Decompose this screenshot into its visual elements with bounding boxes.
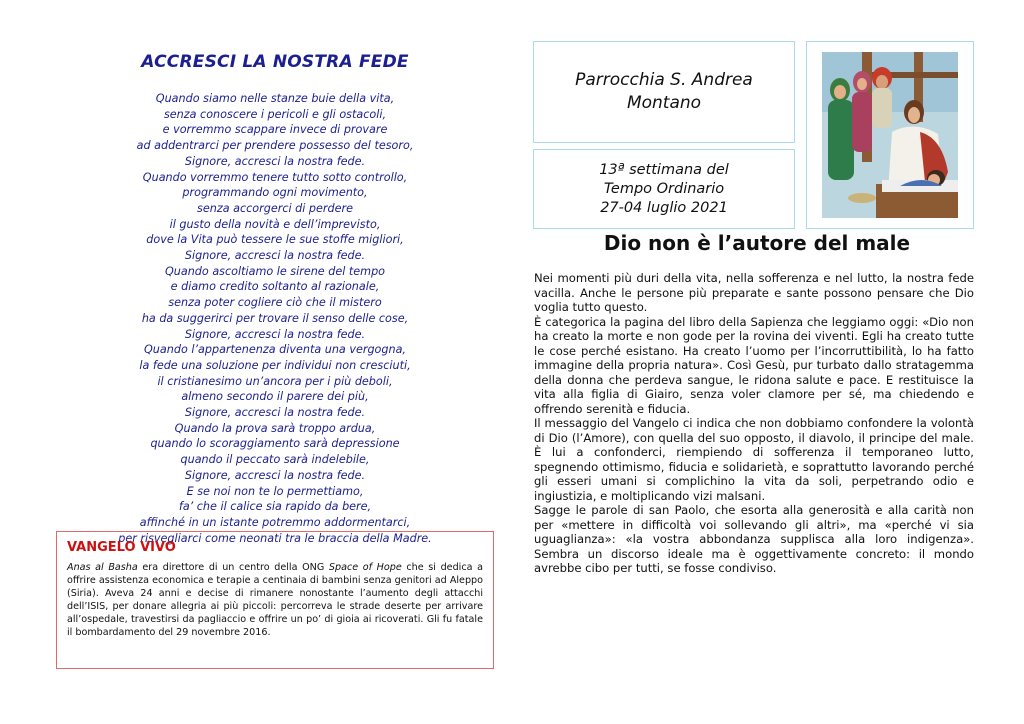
- article-paragraph: È categorica la pagina del libro della Sapienza che leggiamo oggi: «Dio non ha creato la morte e non gode per la rovina dei viventi. Egli ha creato tutte le cose perché esistano. Ha creato l’uomo per l’incorruttibilità, lo ha fatto immagine della propria natura». Così Gesù, pur turbato dallo stratagemma della donna che perdeva sangue, le ridona salute e pace. E restituisce la vita alla figlia di Giairo, senza voler clamore per sé, ma chiedendo e offrendo serenità e fiducia.: [534, 314, 974, 416]
- vangelo-vivo-text: [67, 561, 483, 639]
- week-info-line: 27-04 luglio 2021: [600, 199, 728, 216]
- article-body: [534, 271, 974, 576]
- article-title: Dio non è l’autore del male: [603, 231, 911, 255]
- week-info: [599, 161, 729, 218]
- poem-title: ACCRESCI LA NOSTRA FEDE: [141, 52, 409, 72]
- poem-line: per risvegliarci come neonati tra le braccia della Madre.: [118, 531, 432, 545]
- poem-line: Quando l’appartenenza diventa una vergogna,: [144, 343, 406, 357]
- poem-line: quando il peccato sarà indelebile,: [180, 453, 370, 467]
- poem-line: la fede una soluzione per individui non cresciuti,: [139, 358, 411, 372]
- poem-line: Quando siamo nelle stanze buie della vita,: [155, 92, 395, 105]
- poem-line: Quando la prova sarà troppo ardua,: [174, 421, 376, 435]
- article-paragraph: Il messaggio del Vangelo ci indica che non dobbiamo confondere la volontà di Dio (l’Amore), con quella del suo opposto, il diavolo, il principe del male. È lui a confonderci, riempiendo di sofferenza il temporaneo lutto, spegnendo ottimismo, fiducia e solidarietà, e soprattutto lavorando perché gli esseri umani si complichino la vita da soli, perpetrando odio e ingiustizia, e moltiplicando vizi malsani.: [534, 416, 974, 503]
- vangelo-vivo-box: [56, 531, 494, 669]
- poem-line: e vorremmo scappare invece di provare: [162, 123, 388, 137]
- parish-name-line: Parrocchia S. Andrea: [575, 70, 753, 90]
- week-info-line: Tempo Ordinario: [603, 180, 725, 197]
- poem-line: Quando ascoltiamo le sirene del tempo: [164, 264, 386, 278]
- vangelo-vivo-title: VANGELO VIVO: [67, 540, 176, 555]
- poem-line: Signore, accresci la nostra fede.: [184, 327, 366, 341]
- week-info-line: 13ª settimana del: [599, 161, 729, 178]
- parish-name-line: Montano: [626, 93, 702, 113]
- poem-line: senza conoscere i pericoli e gli ostacoli,: [163, 107, 387, 121]
- poem-line: il gusto della novità e dell’imprevisto,: [169, 217, 381, 231]
- poem-line: E se noi non te lo permettiamo,: [186, 484, 364, 498]
- vangelo-org-name: Space of Hope: [328, 562, 402, 573]
- poem-line: programmando ogni movimento,: [182, 186, 368, 200]
- poem-line: ad addentrarci per prendere possesso del tesoro,: [136, 139, 414, 153]
- vangelo-text-part: era direttore di un centro della ONG: [137, 562, 329, 573]
- poem-line: ha da suggerirci per trovare il senso delle cose,: [141, 311, 409, 325]
- poem-line: affinché in un istante potremmo addormentarci,: [139, 515, 411, 529]
- vangelo-person-name: Anas al Basha: [67, 562, 138, 573]
- poem-line: Quando vorremmo tenere tutto sotto controllo,: [142, 170, 408, 184]
- jesus-healing-illustration: [822, 52, 958, 218]
- illustration-box: [806, 41, 974, 229]
- poem-line: Signore, accresci la nostra fede.: [184, 249, 366, 263]
- poem-line: senza accorgerci di perdere: [197, 201, 353, 215]
- poem-line: Signore, accresci la nostra fede.: [184, 154, 366, 168]
- vangelo-text-part: che si dedica a offrire assistenza economica e terapie a centinaia di bambini senza genitori ad Aleppo (Siria). Aveva 24 anni e decise di rimanere nonostante l’aumento degli attacchi dell’ISIS, per donare allegria ai più piccoli: percorreva le strade deserte per arrivare all’ospedale, travestirsi da pagliaccio e offrire un po’ di gioia ai ricoverati. Gli fu fatale il bombardamento del 29 novembre 2016.: [67, 562, 483, 638]
- poem-line: senza poter cogliere ciò che il mistero: [168, 296, 382, 310]
- poem-line: il cristianesimo un’ancora per i più deboli,: [157, 374, 393, 388]
- poem-line: fa’ che il calice sia rapido da bere,: [178, 500, 372, 514]
- week-box: [533, 149, 795, 229]
- poem-line: dove la Vita può tessere le sue stoffe migliori,: [146, 233, 404, 247]
- poem-line: e diamo credito soltanto al razionale,: [170, 280, 380, 294]
- parish-box: [533, 41, 795, 143]
- poem-line: Signore, accresci la nostra fede.: [184, 406, 366, 420]
- article-paragraph: Nei momenti più duri della vita, nella sofferenza e nel lutto, la nostra fede vacilla. Anche le persone più preparate e sante possono pensare che Dio voglia tutto questo.: [534, 271, 974, 314]
- parish-name: [575, 69, 753, 115]
- poem-line: Signore, accresci la nostra fede.: [184, 468, 366, 482]
- article-paragraph: Sagge le parole di san Paolo, che esorta alla generosità e alla carità non per «mettere in difficoltà voi sollevando gli altri», ma «perché vi sia uguaglianza»: «la vostra abbondanza supplisca alla loro indigenza». Sembra un discorso ideale ma è oggettivamente concreto: il mondo avrebbe cibo per tutti, se fosse condiviso.: [534, 503, 974, 575]
- poem-line: almeno secondo il parere dei più,: [181, 390, 369, 404]
- poem: [70, 91, 480, 546]
- poem-line: quando lo scoraggiamento sarà depressione: [150, 437, 400, 451]
